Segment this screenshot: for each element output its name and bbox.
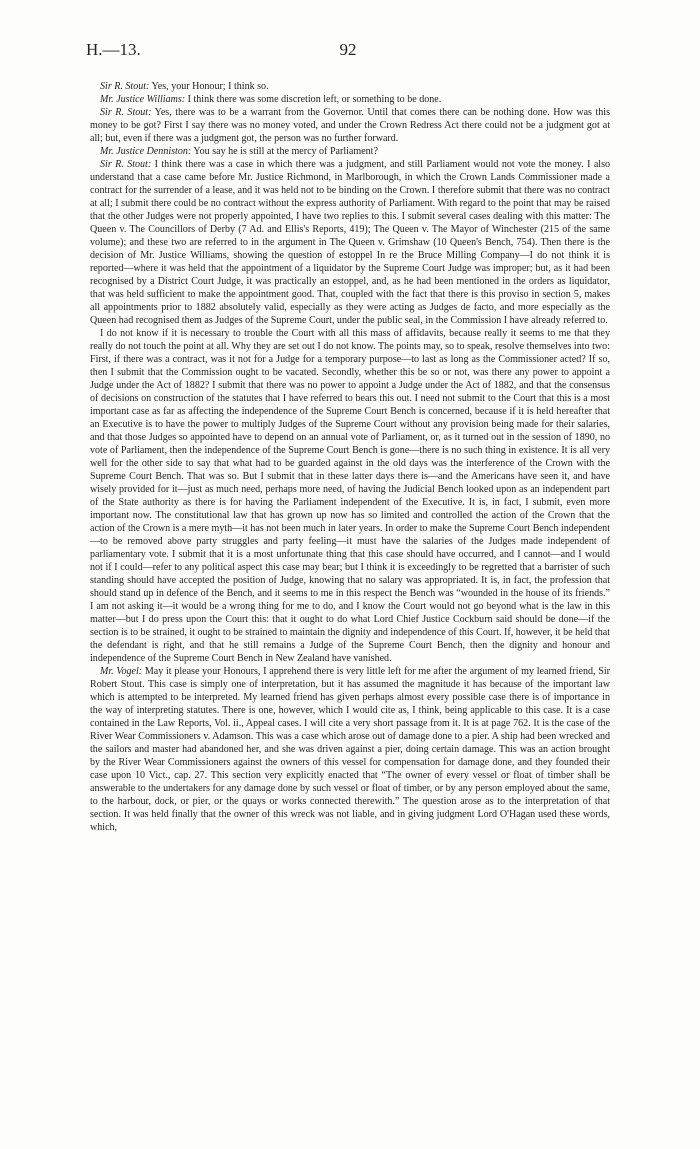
page-header <box>86 40 610 64</box>
paragraph <box>90 80 610 93</box>
paragraph-text: Yes, there was to be a warrant from the Governor. Until that comes there can be nothing done. How was this money to be got? First I say there was no money voted, and under the Crown Redress Act there could not be a judgment got at all; but, even if there was a judgment got, the person was no further forward. <box>90 107 610 144</box>
paragraph <box>90 158 610 327</box>
document-body <box>90 80 610 834</box>
paragraph <box>90 665 610 834</box>
speaker: Mr. Vogel: <box>100 666 143 677</box>
paragraph <box>90 93 610 106</box>
paragraph-text: May it please your Honours, I apprehend there is very little left for me after the argument of my learned friend, Sir Robert Stout. This case is simply one of interpretation, but it has assumed the magnitude it has because of the important law which is attempted to be interpreted. My learned friend has given perhaps almost every possible case there is of importance in the way of interpreting statutes. There is one, however, which I would cite as, I think, being applicable to this case. It is a case contained in the Law Reports, Vol. ii., Appeal cases. I will cite a very short passage from it. It is at page 762. It is the case of the River Wear Commissioners v. Adamson. This was a case which arose out of damage done to a pier. A ship had been wrecked and the sailors and master had abandoned her, and she was driven against a pier, doing certain damage. This was an action brought by the River Wear Commissioners against the owners of this vessel for compensation for damage done, and they founded their case upon 10 Vict., cap. 27. This section very explicitly enacted that “The owner of every vessel or float of timber shall be answerable to the undertakers for any damage done by such vessel or float of timber, or by any person employed about the same, to the harbour, dock, or pier, or the quays or works connected therewith.” The question arose as to the interpretation of that section. It was held finally that the owner of this wreck was not liable, and in giving judgment Lord O'Hagan used these words, which, <box>90 666 611 833</box>
speaker: Mr. Justice Williams: <box>100 94 186 105</box>
speaker: Sir R. Stout: <box>100 107 152 118</box>
paragraph <box>90 106 610 145</box>
paragraph-text: You say he is still at the mercy of Parliament? <box>193 146 378 157</box>
page-number: 92 <box>339 40 357 59</box>
paragraph-text: I do not know if it is necessary to trouble the Court with all this mass of affidavits, because really it seems to me that they really do not touch the point at all. Why they are set out I do not know. The points may, so to speak, resolve themselves into two: First, if there was a contract, was it not for a Judge for a temporary purpose—to last as long as the Commissioner acted? If so, then I submit that the Commission ought to be vacated. Secondly, whether this be so or not, was there any power to appoint a Judge under the Act of 1882? I submit that there was no power to appoint a Judge under the Act of 1882, and that the consensus of decisions on construction of the statutes that I have referred to bears this out. I need not submit to the Court that this is a most important case as far as affecting the independence of the Supreme Court Bench is concerned, because if it is held hereafter that an Executive is to have the power to multiply Judges of the Supreme Court without any provision being made for their salaries, and that those Judges so appointed have to depend on an annual vote of Parliament, or, as it turned out in the session of 1890, no vote of Parliament, then the independence of the Supreme Court Bench is gone—there is no such thing in existence. It is all very well for the other side to say that what had to be guarded against in the old days was the interference of the Crown with the Supreme Court Bench. That was so. But I submit that in these latter days there is—and the Americans have seen it, and have wisely provided for it—just as much need, perhaps more need, of having the Judicial Bench looked upon as an independent part of the State authority as there is for having the Parliament independent of the Executive. It is, in fact, I submit, even more important now. The constitutional law that has grown up now has so limited and controlled the action of the Crown that the action of the Crown is a mere myth—it has not been much in later years. In order to make the Supreme Court Bench independent—to be removed above party struggles and party feeling—it must have the salaries of the Judges made independent of parliamentary vote. I submit that it is a most unfortunate thing that this case should have occurred, and I cannot—and I would not if I could—refer to any political aspect this case may bear; but I think it is exceedingly to be regretted that a barrister of such standing should have accepted the position of Judge, knowing that no salary was appropriated. It is, in fact, the profession that should stand up in defence of the Bench, and it seems to me in this respect the Bench was “wounded in the house of its friends.” I am not asking it—it would be a wrong thing for me to do, and I know the Court would not go beyond what is the law in this matter—but I do press upon the Court this: that it ought to do what Lord Chief Justice Cockburn said should be done—if the section is to be strained, it ought to be strained to maintain the dignity and independence of this Court. If, however, it be held that the defendant is right, and that he still remains a Judge of the Supreme Court Bench, then the dignity and honour and independence of the Supreme Court Bench in New Zealand have vanished. <box>90 328 610 664</box>
document-reference: H.—13. <box>86 40 141 59</box>
paragraph-text: I think there was a case in which there was a judgment, and still Parliament would not vote the money. I also understand that a case came before Mr. Justice Richmond, in Marlborough, in which the Crown Lands Commissioner made a contract for the surrender of a lease, and it was held not to be binding on the Crown. I therefore submit that there was no contract at all; I submit there could be no contract without the express authority of Parliament. With regard to the point that may be raised that the other Judges were not properly appointed, I have two replies to this. I submit several cases dealing with this matter: The Queen v. The Councillors of Derby (7 Ad. and Ellis's Reports, 419); The Queen v. The Mayor of Winchester (215 of the same volume); and these two are referred to in the argument in The Queen v. Grimshaw (10 Queen's Bench, 754). Then there is the decision of Mr. Justice Williams, showing the question of estoppel In re the Bruce Milling Company—I do not think it is reported—where it was held that the appointment of a liquidator by the Supreme Court Judge was improper; but, as it had been recognised by a District Court Judge, it was practically an estoppel, and, as he had been mentioned in the orders as liquidator, that was held sufficient to make the appointment good. That, coupled with the fact that there is this proviso in section 5, makes all appointments prior to 1882 absolutely valid, especially as they were acting as Judges de facto, and more especially as the Queen had recognised them as Judges of the Supreme Court, under the public seal, in the Commission I have already referred to. <box>90 159 611 326</box>
paragraph <box>90 145 610 158</box>
paragraph-text: Yes, your Honour; I think so. <box>151 81 269 92</box>
paragraph <box>90 327 610 665</box>
paragraph-text: I think there was some discretion left, or something to be done. <box>187 94 442 105</box>
speaker: Sir R. Stout: <box>100 81 150 92</box>
speaker: Sir R. Stout: <box>100 159 152 170</box>
speaker: Mr. Justice Denniston: <box>100 146 192 157</box>
